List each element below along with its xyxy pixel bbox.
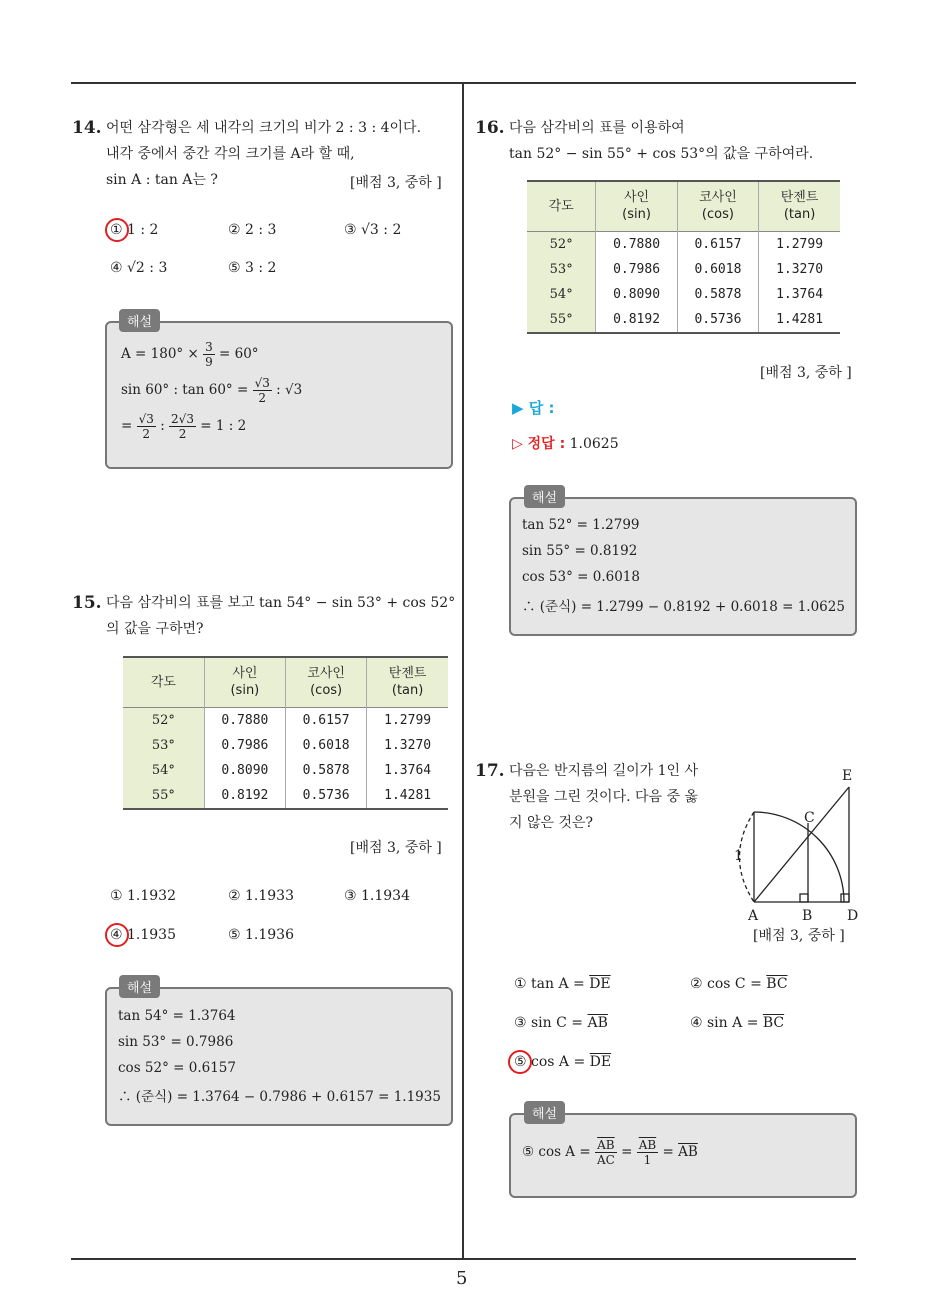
table-cell: 1.2799 — [759, 231, 840, 257]
q17-opt3-seg: $\overline{AB}$ — [587, 1015, 608, 1031]
q14-answer-mark — [105, 218, 129, 242]
q17-line3: 지 않은 것은? — [509, 815, 594, 831]
q16-meta: [배점 3, 중하 ] — [760, 365, 852, 381]
segment-AE — [754, 787, 849, 902]
q16-trig-table — [527, 180, 840, 334]
table-cell: 52° — [527, 231, 596, 257]
q14-line1: 어떤 삼각형은 세 내각의 크기의 비가 2 : 3 : 4이다. — [106, 120, 422, 136]
table-cell: 55° — [527, 307, 596, 333]
q15-exp-line2: sin 53° = 0.7986 — [118, 1034, 234, 1050]
table-cell: 54° — [527, 282, 596, 307]
table-row — [123, 733, 448, 758]
table-cell: 0.5878 — [286, 758, 367, 783]
table-cell: 0.7880 — [204, 707, 285, 733]
q14-exp-l2-den: 2 — [258, 391, 267, 405]
q14-option-2[interactable]: ② 2 : 3 — [228, 222, 277, 238]
q14-exp-l2-left: sin 60° : tan 60° = — [121, 382, 249, 398]
q15-th-cos-label: 코사인 — [307, 666, 345, 682]
q16-exp-line3: cos 53° = 0.6018 — [522, 569, 640, 585]
table-cell: 1.3270 — [759, 257, 840, 282]
label-B: B — [802, 908, 813, 924]
q17-opt5-seg: $\overline{DE}$ — [589, 1054, 612, 1070]
q14-exp-l3-num2: 2√3 — [171, 412, 194, 426]
table-cell: 0.8192 — [596, 307, 677, 333]
table-cell: 0.8192 — [204, 783, 285, 809]
table-cell: 0.6018 — [677, 257, 758, 282]
q16-correct-label: ▷ 정답 : — [512, 436, 566, 452]
table-cell: 0.7986 — [596, 257, 677, 282]
table-row — [527, 231, 840, 257]
q15-th-sin-sub: (sin) — [230, 683, 260, 699]
table-cell: 0.5878 — [677, 282, 758, 307]
q15-trig-table — [123, 656, 448, 810]
q16-exp-line2: sin 55° = 0.8192 — [522, 543, 638, 559]
table-cell: 0.8090 — [596, 282, 677, 307]
q15-th-sin-label: 사인 — [232, 666, 258, 682]
q15-th-tan — [367, 657, 448, 707]
q17-answer-mark — [508, 1050, 532, 1074]
q17-exp-num2: $\overline{AB}$ — [638, 1138, 657, 1152]
q16-correct-row — [512, 433, 619, 453]
q14-option-1[interactable]: ① 1 : 2 — [110, 222, 159, 238]
q14-exp-l3-frac2 — [169, 412, 196, 441]
q16-line1: 다음 삼각비의 표를 이용하여 — [509, 120, 685, 136]
q15-th-angle-label: 각도 — [150, 674, 176, 690]
q17-opt4-pre: ④ sin A = — [690, 1015, 759, 1031]
label-E: E — [842, 768, 853, 784]
q15-th-tan-sub: (tan) — [391, 683, 424, 699]
table-cell: 1.4281 — [367, 783, 448, 809]
quarter-circle-figure — [720, 760, 870, 925]
q14-exp-l3-frac1 — [137, 412, 156, 441]
q17-option-4[interactable] — [690, 1015, 784, 1031]
q14-explanation-tag: 해설 — [119, 309, 160, 332]
q14-option-3[interactable]: ③ √3 : 2 — [344, 222, 402, 238]
q16-line2: tan 52° − sin 55° + cos 53°의 값을 구하여라. — [509, 146, 814, 162]
q16-correct-value: 1.0625 — [569, 436, 619, 452]
q15-option-3[interactable]: ③ 1.1934 — [344, 888, 410, 904]
q17-explanation-tag: 해설 — [524, 1101, 565, 1124]
q14-exp-l2-right: : √3 — [276, 382, 303, 398]
q17-exp-post: = — [662, 1144, 679, 1160]
q16-th-cos-label: 코사인 — [699, 190, 737, 206]
right-angle-D — [841, 894, 849, 902]
q16-th-cos-sub: (cos) — [701, 207, 734, 223]
q15-answer-mark — [105, 923, 129, 947]
q16-explanation-tag: 해설 — [524, 485, 565, 508]
q17-opt2-pre: ② cos C = — [690, 976, 762, 992]
label-A: A — [748, 908, 759, 924]
q14-exp-line1 — [121, 340, 259, 369]
q14-exp-l3-den2: 2 — [178, 427, 187, 441]
table-cell: 0.5736 — [286, 783, 367, 809]
q16-th-tan-sub: (tan) — [783, 207, 816, 223]
q15-line2: 의 값을 구하면? — [106, 621, 204, 637]
q17-opt1-pre: ① tan A = — [514, 976, 585, 992]
label-D: D — [847, 908, 859, 924]
table-cell: 0.7880 — [596, 231, 677, 257]
q16-exp-line4: ∴ (준식) = 1.2799 − 0.8192 + 0.6018 = 1.0625 — [522, 599, 845, 615]
table-row — [123, 783, 448, 809]
q14-exp-l2-frac — [253, 376, 272, 405]
table-cell: 53° — [527, 257, 596, 282]
q17-line1: 다음은 반지름의 길이가 1인 사 — [509, 763, 698, 779]
q16-th-sin-label: 사인 — [623, 190, 650, 206]
q14-exp-line2 — [121, 376, 302, 405]
q17-line2: 분원을 그린 것이다. 다음 중 옳 — [509, 789, 698, 805]
table-cell: 0.7986 — [204, 733, 285, 758]
table-row — [527, 257, 840, 282]
q16-answer-label[interactable]: ▶ 답 : — [512, 399, 555, 417]
label-one: 1 — [734, 848, 743, 864]
q14-line2: 내각 중에서 중간 각의 크기를 A라 할 때, — [106, 146, 355, 162]
q17-meta: [배점 3, 중하 ] — [753, 928, 845, 944]
q17-exp-last: $\overline{AB}$ — [678, 1144, 698, 1160]
q14-number: 14. — [72, 118, 102, 138]
q17-option-2[interactable] — [690, 976, 788, 992]
q16-th-sin-sub: (sin) — [622, 207, 651, 223]
table-cell: 54° — [123, 758, 204, 783]
q14-exp-l3-right: = 1 : 2 — [200, 418, 247, 434]
table-cell: 52° — [123, 707, 204, 733]
table-cell: 1.3764 — [759, 282, 840, 307]
table-cell: 0.8090 — [204, 758, 285, 783]
q14-exp-l3-left: = — [121, 418, 133, 434]
q14-exp-l3-den1: 2 — [142, 427, 151, 441]
q15-option-4[interactable]: ④ 1.1935 — [110, 927, 176, 943]
q15-th-angle — [123, 657, 204, 707]
table-row — [123, 707, 448, 733]
q16-th-angle-label: 각도 — [548, 198, 574, 214]
table-cell: 1.3764 — [367, 758, 448, 783]
q17-opt1-seg: $\overline{DE}$ — [589, 976, 611, 992]
q17-opt4-seg: $\overline{BC}$ — [762, 1015, 785, 1031]
q15-th-sin — [204, 657, 285, 707]
q15-option-5[interactable]: ⑤ 1.1936 — [228, 927, 294, 943]
column-divider — [462, 84, 464, 1259]
q17-number: 17. — [475, 761, 505, 781]
q14-exp-l1-frac — [203, 340, 215, 369]
q15-th-cos — [286, 657, 367, 707]
label-C: C — [804, 810, 815, 826]
table-cell: 0.6157 — [286, 707, 367, 733]
q15-option-1[interactable]: ① 1.1932 — [110, 888, 176, 904]
q17-opt5-pre: ⑤ cos A = — [514, 1054, 586, 1070]
q16-th-angle — [527, 181, 596, 231]
q14-exp-l1-left: A = 180° × — [121, 346, 199, 362]
q17-option-3[interactable] — [514, 1015, 608, 1031]
q16-number: 16. — [475, 118, 505, 138]
q17-exp-pre: ⑤ cos A = — [522, 1144, 591, 1160]
q15-line1: 다음 삼각비의 표를 보고 tan 54° − sin 53° + cos 52° — [106, 595, 456, 611]
table-cell: 1.2799 — [367, 707, 448, 733]
q14-exp-l3-mid: : — [160, 418, 165, 434]
right-angle-B — [800, 894, 808, 902]
q14-exp-line3 — [121, 412, 246, 441]
q14-meta: [배점 3, 중하 ] — [350, 175, 442, 191]
q15-th-cos-sub: (cos) — [310, 683, 343, 699]
table-cell: 53° — [123, 733, 204, 758]
table-row — [527, 282, 840, 307]
q17-opt2-seg: $\overline{BC}$ — [766, 976, 788, 992]
q17-exp-num1: $\overline{AB}$ — [595, 1138, 617, 1153]
q14-exp-l1-right: = 60° — [219, 346, 259, 362]
q17-exp-line — [522, 1138, 698, 1167]
q17-exp-frac1 — [595, 1138, 617, 1167]
q14-option-4[interactable]: ④ √2 : 3 — [110, 260, 168, 276]
q15-exp-line1: tan 54° = 1.3764 — [118, 1008, 236, 1024]
q15-meta: [배점 3, 중하 ] — [350, 840, 442, 856]
table-cell: 0.5736 — [677, 307, 758, 333]
q14-exp-l1-den: 9 — [205, 355, 213, 369]
q17-exp-frac2 — [637, 1138, 658, 1167]
table-cell: 0.6157 — [677, 231, 758, 257]
bottom-rule — [71, 1258, 856, 1260]
q14-exp-l3-num1: √3 — [138, 412, 154, 426]
table-cell: 55° — [123, 783, 204, 809]
q15-option-2[interactable]: ② 1.1933 — [228, 888, 294, 904]
q16-th-sin — [596, 181, 677, 231]
q17-opt3-pre: ③ sin C = — [514, 1015, 584, 1031]
q17-exp-den2: 1 — [643, 1153, 652, 1167]
table-cell: 0.6018 — [286, 733, 367, 758]
q16-th-tan — [759, 181, 840, 231]
q14-option-5[interactable]: ⑤ 3 : 2 — [228, 260, 277, 276]
q17-exp-eq: = — [621, 1144, 633, 1160]
q16-th-cos — [677, 181, 758, 231]
q15-number: 15. — [72, 593, 102, 613]
q17-option-1[interactable] — [514, 976, 611, 992]
q15-explanation-tag: 해설 — [119, 975, 160, 998]
table-cell: 1.4281 — [759, 307, 840, 333]
q15-th-tan-label: 탄젠트 — [388, 666, 427, 682]
q16-exp-line1: tan 52° = 1.2799 — [522, 517, 640, 533]
q15-exp-line4: ∴ (준식) = 1.3764 − 0.7986 + 0.6157 = 1.1935 — [118, 1089, 441, 1105]
q14-exp-l1-num: 3 — [205, 340, 213, 354]
q14-line3: sin A : tan A는 ? — [106, 172, 218, 188]
table-row — [527, 307, 840, 333]
q17-exp-den1: AC — [596, 1153, 615, 1167]
quarter-arc — [754, 812, 844, 902]
q14-exp-l2-num: √3 — [254, 376, 270, 390]
table-row — [123, 758, 448, 783]
table-cell: 1.3270 — [367, 733, 448, 758]
q15-exp-line3: cos 52° = 0.6157 — [118, 1060, 236, 1076]
page-number: 5 — [456, 1268, 468, 1289]
q16-th-tan-label: 탄젠트 — [780, 190, 819, 206]
